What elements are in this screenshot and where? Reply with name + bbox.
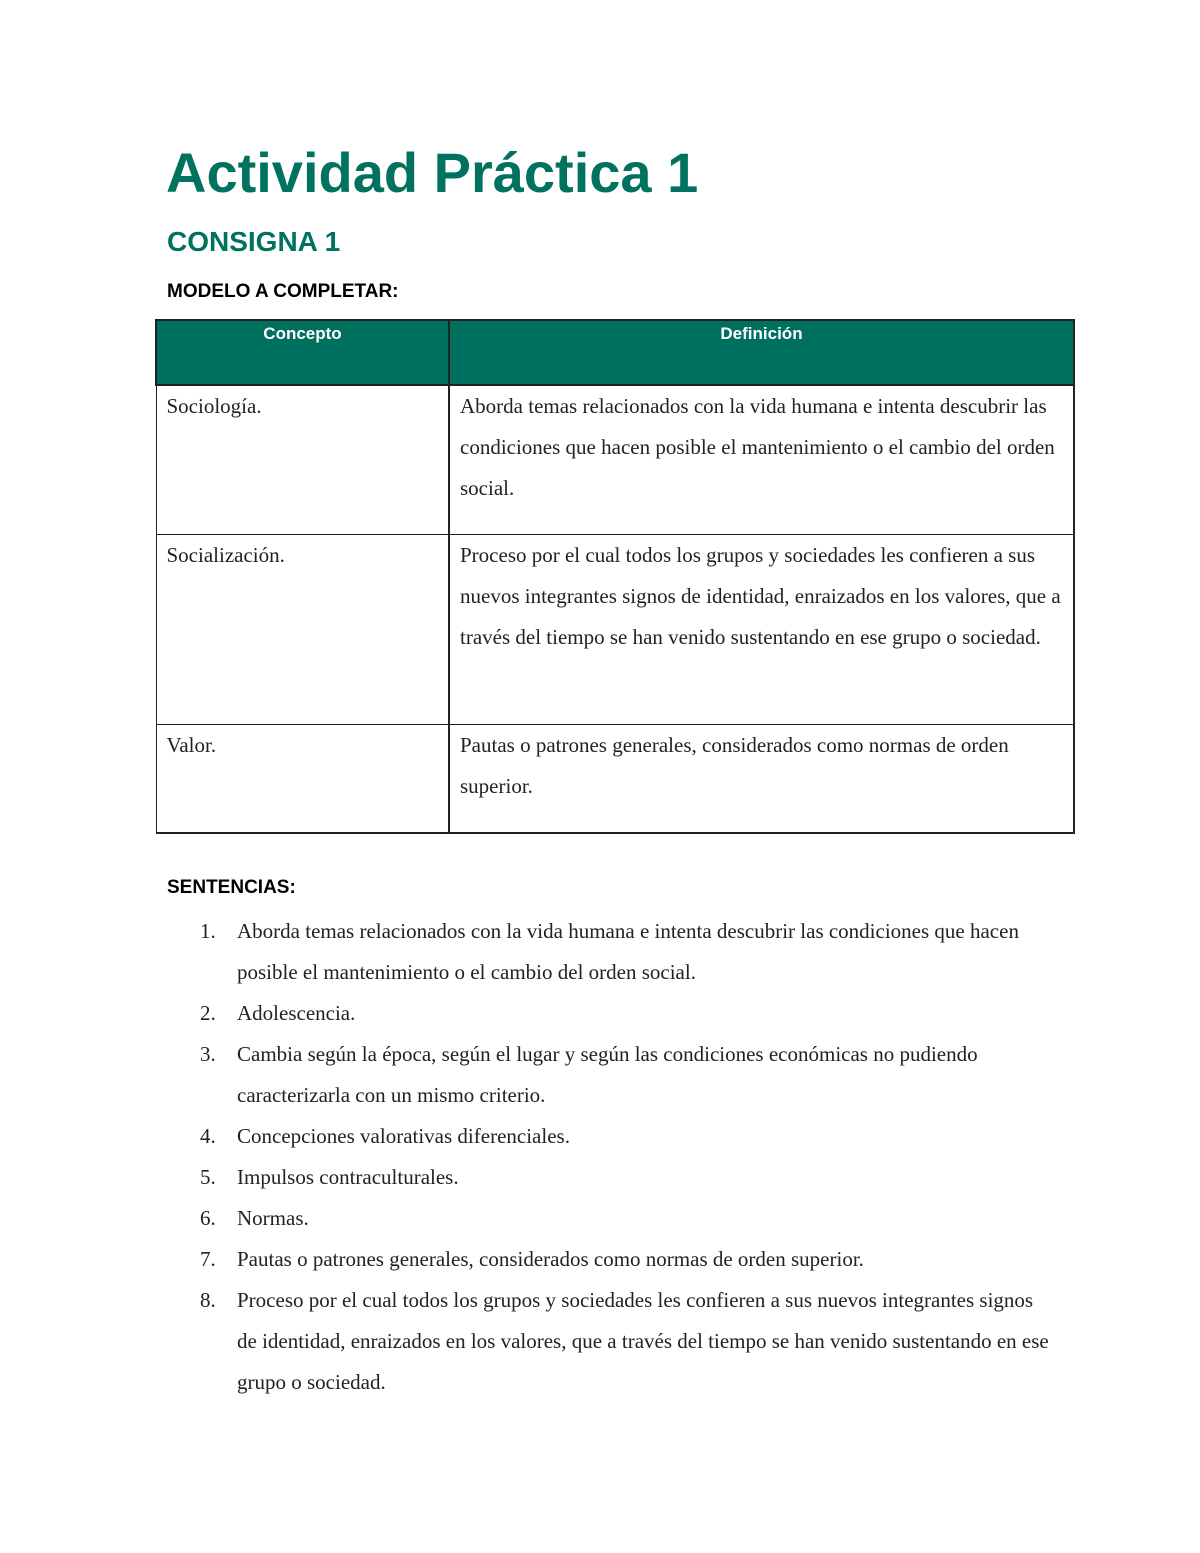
table-header-row (156, 320, 1074, 385)
list-item-text: Impulsos contraculturales. (237, 1165, 459, 1189)
list-number: 7. (200, 1247, 216, 1271)
sentences-list (0, 911, 1200, 1403)
column-header-definition: Definición (449, 320, 1074, 385)
list-item-text: Normas. (237, 1206, 309, 1230)
table-row (156, 385, 1074, 534)
sentences-label: SENTENCIAS: (167, 877, 296, 898)
list-item (0, 1157, 1057, 1198)
list-item-text: Adolescencia. (237, 1001, 356, 1025)
table-row (156, 724, 1074, 833)
list-number: 8. (200, 1288, 216, 1312)
list-number: 3. (200, 1042, 216, 1066)
list-item (0, 993, 1057, 1034)
list-item-text: Concepciones valorativas diferenciales. (237, 1124, 570, 1148)
table-row (156, 534, 1074, 724)
list-item (0, 1280, 1057, 1403)
list-item-text: Proceso por el cual todos los grupos y sociedades les confieren a sus nuevos integrantes signos de identidad, enraizados en los valores, que a través del tiempo se han venido sustentando en ese grupo o sociedad. (237, 1288, 1049, 1394)
definition-cell: Proceso por el cual todos los grupos y sociedades les confieren a sus nuevos integrantes signos de identidad, enraizados en los valores, que a través del tiempo se han venido sustentando en ese grupo o sociedad. (449, 534, 1074, 724)
list-item (0, 1198, 1057, 1239)
definition-cell: Pautas o patrones generales, considerados como normas de orden superior. (449, 724, 1074, 833)
list-item (0, 1116, 1057, 1157)
list-number: 1. (200, 919, 216, 943)
concept-cell: Sociología. (156, 385, 449, 534)
list-item (0, 1034, 1057, 1116)
list-item-text: Aborda temas relacionados con la vida humana e intenta descubrir las condiciones que hacen posible el mantenimiento o el cambio del orden social. (237, 919, 1019, 984)
list-item (0, 1239, 1057, 1280)
model-label: MODELO A COMPLETAR: (167, 281, 399, 302)
list-item (0, 911, 1057, 993)
concept-cell: Socialización. (156, 534, 449, 724)
concepts-table (155, 319, 1075, 834)
list-item-text: Pautas o patrones generales, considerados como normas de orden superior. (237, 1247, 864, 1271)
column-header-concept: Concepto (156, 320, 449, 385)
list-number: 2. (200, 1001, 216, 1025)
page-title: Actividad Práctica 1 (166, 141, 699, 204)
section-heading: CONSIGNA 1 (167, 226, 341, 257)
concept-cell: Valor. (156, 724, 449, 833)
list-number: 4. (200, 1124, 216, 1148)
list-item-text: Cambia según la época, según el lugar y según las condiciones económicas no pudiendo caracterizarla con un mismo criterio. (237, 1042, 978, 1107)
list-number: 6. (200, 1206, 216, 1230)
definition-cell: Aborda temas relacionados con la vida humana e intenta descubrir las condiciones que hacen posible el mantenimiento o el cambio del orden social. (449, 385, 1074, 534)
list-number: 5. (200, 1165, 216, 1189)
